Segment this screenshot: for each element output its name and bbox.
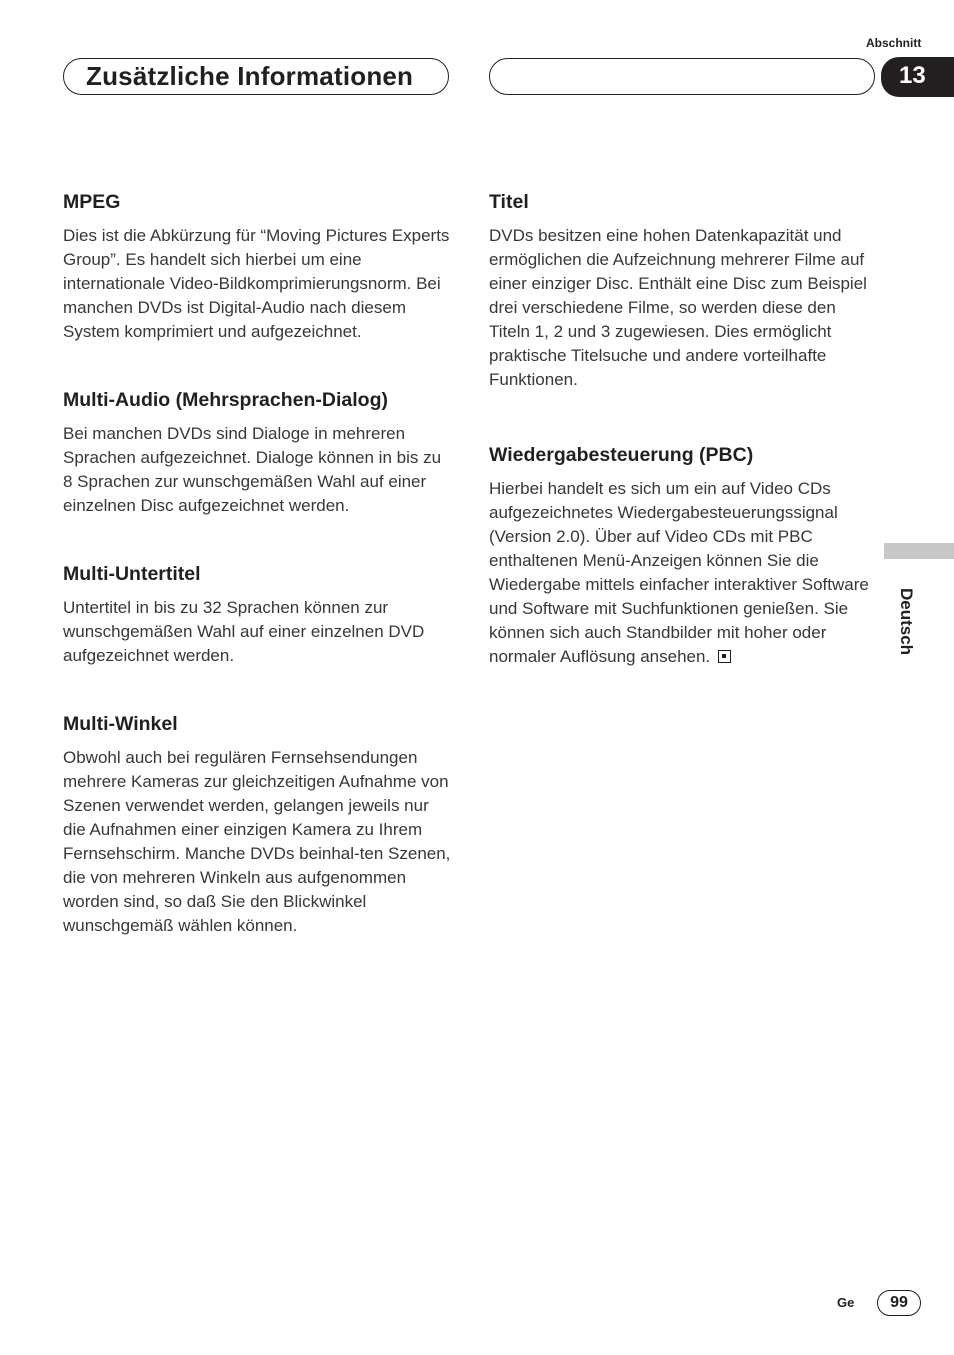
footer-language-code: Ge [837,1295,855,1310]
page-number: 99 [877,1290,921,1316]
section-body: Bei manchen DVDs sind Dialoge in mehreren Sprachen aufgezeichnet. Dialoge können in bis zu 8 Sprachen zur wunschgemäßen Wahl auf einer einzelnen Disc aufgezeichnet werden. [63,424,442,515]
chapter-number: 13 [899,62,926,89]
section-heading: Titel [489,191,529,213]
left-column [63,190,455,982]
language-tab-label: Deutsch [897,588,916,656]
section-body: Obwohl auch bei regulären Fernsehsendungen mehrere Kameras zur gleichzeitigen Aufnahme von Szenen verwendet werden, gelangen jeweils nur die Aufnahmen einer einzigen Kamera zu Ihrem Fernsehschirm. Manche DVDs beinhal-ten Szenen, die von mehreren Winkeln aus aufgenommen worden sind, so daß Sie den Blickwinkel wunschgemäß wählen können. [63,748,451,935]
section-label: Abschnitt [866,36,922,50]
page-title: Zusätzliche Informationen [86,61,414,91]
section-multi-audio [63,388,455,518]
section-heading: Wiedergabesteuerung (PBC) [489,444,754,466]
end-of-section-icon [718,650,731,663]
section-body: Untertitel in bis zu 32 Sprachen können zur wunschgemäßen Wahl auf einer einzelnen DVD aufgezeichnet werden. [63,598,425,665]
section-mpeg [63,190,455,344]
language-tab-bar [884,543,954,559]
section-pbc [489,443,881,669]
section-heading: MPEG [63,191,121,213]
section-heading: Multi-Audio (Mehrsprachen-Dialog) [63,389,388,411]
header-empty-frame [489,58,875,95]
section-body-wrapper [489,477,881,669]
section-heading: Multi-Untertitel [63,563,201,585]
page-title-frame [63,58,449,95]
section-multi-winkel [63,712,455,938]
chapter-tab [881,57,954,97]
section-body: DVDs besitzen eine hohen Datenkapazität und ermöglichen die Aufzeichnung mehrerer Filme auf einer einziger Disc. Enthält eine Disc zum Beispiel drei verschiedene Filme, so werden diese den Titeln 1, 2 und 3 zugewiesen. Dies ermöglicht praktische Titelsuche und andere vorteilhafte Funktionen. [489,226,867,389]
section-body: Hierbei handelt es sich um ein auf Video CDs aufgezeichnetes Wiedergabesteuerungssignal (Version 2.0). Über auf Video CDs mit PBC enthaltenen Menü-Anzeigen können Sie die Wiedergabe mittels einfacher interaktiver Software und Software mit Suchfunktionen genießen. Sie können sich auch Standbilder mit hoher oder normaler Auflösung ansehen. [489,479,869,666]
section-body: Dies ist die Abkürzung für “Moving Pictures Experts Group”. Es handelt sich hierbei um eine internationale Video-Bildkomprimierungsnorm. Bei manchen DVDs ist Digital-Audio nach diesem System komprimiert und aufgezeichnet. [63,226,450,341]
section-heading: Multi-Winkel [63,713,178,735]
section-titel [489,190,881,392]
right-column [489,190,881,720]
section-multi-untertitel [63,562,455,668]
